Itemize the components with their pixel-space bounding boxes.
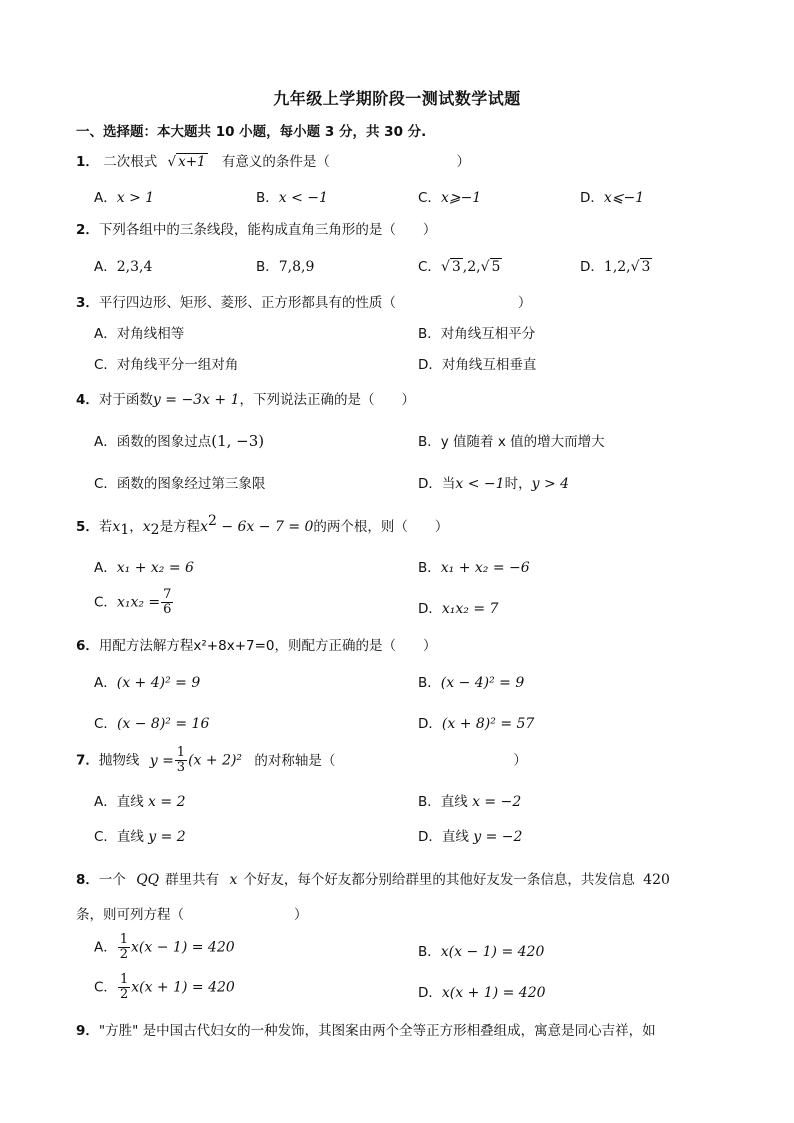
question-number: 8． [76,872,99,888]
question-number: 2． [76,222,99,238]
question-2 [76,218,436,238]
option-text: 时， [504,476,532,492]
option-b [256,255,314,275]
option-value: 2,3,4 [116,259,153,275]
subscript: 2 [150,522,160,538]
question-text: 平行四边形、矩形、菱形、正方形都具有的性质（ [98,295,396,311]
option-label: A． [94,560,117,576]
question-close: ） [517,295,532,311]
option-a: A．对角线相等 [94,326,185,342]
option-a [94,790,185,810]
option-b: B．y 值随着 x 值的增大而增大 [418,434,605,450]
question-number: 5． [76,519,99,535]
radical-expression: √ 3 [630,259,651,275]
denominator: 6 [163,602,172,617]
option-a [94,255,152,275]
question-7 [76,746,527,775]
option-d [418,981,546,1001]
option-b [418,671,524,691]
option-b [418,556,530,576]
denominator: 3 [176,760,186,775]
question-text: 条，则可列方程（ [76,907,184,923]
question-text: 抛物线 [98,752,140,769]
option-c: C．函数的图象经过第三象限 [94,476,266,492]
option-value: x(x + 1) = 420 [441,985,546,1001]
question-number: 7． [76,752,99,769]
option-label: C． [94,594,117,611]
option-c [94,825,186,845]
question-5 [76,513,448,538]
numerator: 1 [119,932,129,947]
question-text: 是方程 [159,519,201,535]
option-value: x₁ + x₂ = 6 [116,560,194,576]
option-label: D．直线 [418,829,469,845]
option-b [418,940,544,960]
superscript: 2 [207,513,217,529]
question-3 [76,291,531,311]
option-label: C． [94,716,117,732]
option-label: C． [94,979,117,996]
question-close: ） [456,154,471,170]
option-c [418,255,502,275]
equation: x [200,519,208,535]
option-label: A． [94,939,117,956]
radicand: 5 [491,259,501,275]
option-label: B． [418,560,441,576]
option-a [94,186,154,206]
option-d [580,186,644,206]
option-d: D．对角线互相垂直 [418,357,537,373]
option-value: y = 2 [148,829,186,845]
question-text: 有意义的条件是（ [221,154,330,170]
question-number: 4． [76,392,99,408]
question-text: 的两个根，则（ ） [313,519,449,535]
option-d [580,255,652,275]
question-text: "方胜" 是中国古代妇女的一种发饰，其图案由两个全等正方形相叠组成，寓意是同心吉祥，如 [98,1023,656,1039]
question-text: 一个 [98,872,126,888]
question-text: 对于函数 [98,392,153,408]
option-value: x₁x₂ = [116,594,161,611]
condition-value: y > 4 [531,476,570,492]
option-c [94,588,174,617]
option-label: C．直线 [94,829,144,845]
question-4 [76,388,415,408]
option-value: x(x − 1) = 420 [131,939,235,956]
fraction [118,933,130,962]
option-value: (x + 8)² = 57 [441,716,535,732]
variable: x [229,872,238,888]
radical-expression: √ 3 [440,259,461,275]
option-label: A．函数的图象过点 [94,434,212,450]
point-value: (1, −3) [211,432,265,450]
option-value: 7,8,9 [278,259,315,275]
denominator: 2 [119,987,129,1002]
option-label: B． [418,675,441,691]
subscript: 1 [120,522,130,538]
question-text: 的对称轴是（ [254,752,336,769]
option-c [94,973,235,1002]
fraction [161,588,173,617]
number: 420 [643,872,670,888]
question-8-continued [76,903,308,923]
question-6 [76,634,437,654]
equation: (x + 2)² [188,752,243,769]
option-a [94,556,194,576]
question-text: ，下列说法正确的是（ ） [239,392,416,408]
option-label: D． [418,716,442,732]
option-value: y = −2 [473,829,523,845]
option-label: D． [580,259,604,275]
numerator: 7 [163,587,172,602]
variable: QQ [136,872,160,888]
option-label: A． [94,259,117,275]
option-label: B．直线 [418,794,468,810]
option-value: 1,2, [603,259,631,275]
option-a [94,933,235,962]
equation: − 6x − 7 = 0 [216,519,314,535]
option-label: D． [418,985,442,1001]
option-label: A．直线 [94,794,144,810]
option-value: x⩽−1 [603,190,645,206]
option-value: x = −2 [472,794,522,810]
option-label: B． [418,944,441,960]
option-value: x(x + 1) = 420 [131,979,235,996]
option-b [418,790,521,810]
option-label: D． [580,190,604,206]
question-number: 3． [76,295,99,311]
option-label: A． [94,675,117,691]
option-b [256,186,328,206]
option-value: x₁ + x₂ = −6 [440,560,530,576]
option-d [418,825,522,845]
option-value: x > 1 [116,190,155,206]
question-number: 6． [76,638,99,654]
option-value: x < −1 [278,190,328,206]
radical-expression: √ x+1 [167,154,206,170]
option-value: x⩾−1 [440,190,482,206]
option-label: B． [256,259,279,275]
option-value: x(x − 1) = 420 [440,944,545,960]
option-value: (x − 8)² = 16 [116,716,210,732]
question-close: ） [294,907,308,923]
question-8 [76,868,670,888]
question-number: 1． [76,154,99,170]
question-text: 用配方法解方程x²+8x+7=0，则配方正确的是（ ） [98,638,437,654]
option-label: B． [256,190,279,206]
question-text: 群里共有 [165,872,220,888]
question-text: 若 [98,519,113,535]
condition-value: x < −1 [455,476,505,492]
option-d [418,472,569,492]
equation: y = [149,752,174,769]
option-value: (x + 4)² = 9 [116,675,201,691]
variable: x [112,519,121,535]
option-d [418,712,534,732]
variable: x [142,519,151,535]
question-text: 下列各组中的三条线段，能构成直角三角形的是（ ） [98,222,437,238]
option-c [418,186,481,206]
option-value: ,2, [462,259,481,275]
section-heading: 一、选择题：本大题共 10 小题，每小题 3 分，共 30 分. [76,124,427,140]
radicand: 3 [451,259,461,275]
option-value: (x − 4)² = 9 [440,675,525,691]
question-1 [76,150,470,170]
radicand: x+1 [178,154,206,170]
page-title: 九年级上学期阶段一测试数学试题 [273,89,521,108]
option-a [94,430,264,450]
question-text: 个好友，每个好友都分别给群里的其他好友发一条信息，共发信息 [243,872,635,888]
question-text: ， [129,519,143,535]
fraction [118,973,130,1002]
fraction [175,746,187,775]
option-d [418,597,498,617]
question-number: 9． [76,1023,99,1039]
question-9 [76,1019,656,1039]
option-label: A． [94,190,117,206]
option-label: C． [418,259,441,275]
option-label: D．当 [418,476,456,492]
radicand: 3 [641,259,651,275]
option-b: B．对角线互相平分 [418,326,536,342]
option-c [94,712,209,732]
numerator: 1 [176,745,186,760]
numerator: 1 [119,972,129,987]
option-label: C． [418,190,441,206]
option-value: x₁x₂ = 7 [441,601,499,617]
option-value: x = 2 [148,794,186,810]
function-expression: y = −3x + 1 [152,392,240,408]
denominator: 2 [119,947,129,962]
option-label: D． [418,601,442,617]
radical-expression: √ 5 [480,259,501,275]
option-c: C．对角线平分一组对角 [94,357,239,373]
question-text: 二次根式 [103,154,158,170]
question-close: ） [513,752,527,769]
option-a [94,671,200,691]
